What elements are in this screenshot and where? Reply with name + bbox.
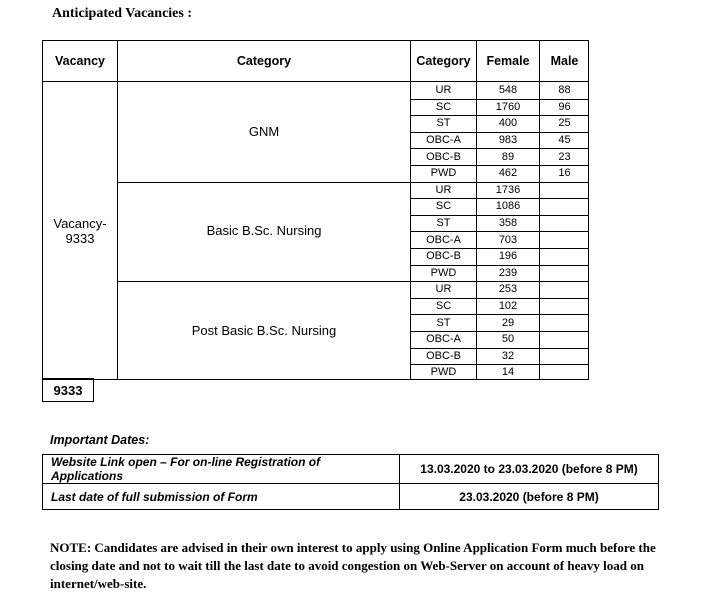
male-count: [540, 198, 589, 215]
important-dates-table: [42, 454, 659, 510]
male-count: 45: [558, 134, 571, 147]
female-count: 462: [498, 167, 518, 180]
male-count: [540, 364, 589, 381]
female-count: 89: [501, 150, 515, 163]
male-count: 16: [558, 167, 571, 180]
vacancy-cell-line: Vacancy-: [53, 216, 107, 231]
category-code: SC: [435, 200, 452, 213]
category-code: SC: [435, 300, 452, 313]
male-count: [540, 331, 589, 348]
female-count: 50: [501, 333, 515, 346]
vacancy-table: [42, 40, 589, 380]
female-count: 196: [498, 250, 518, 263]
category-code: OBC-A: [426, 134, 461, 147]
male-count: 25: [558, 117, 571, 130]
dates-row: [43, 455, 659, 484]
total-vacancies: 9333: [42, 378, 94, 402]
female-count: 14: [501, 366, 515, 379]
male-count: [540, 215, 589, 232]
male-count: [540, 265, 589, 282]
header-female: Female: [486, 54, 530, 68]
dates-row: [43, 484, 659, 510]
dates-row-value: 13.03.2020 to 23.03.2020 (before 8 PM): [400, 455, 659, 484]
female-count: 239: [498, 266, 518, 279]
header-category: Category: [236, 54, 292, 68]
female-count: 1760: [495, 100, 521, 113]
category-code: UR: [435, 84, 452, 97]
program-name: Basic B.Sc. Nursing: [206, 223, 322, 239]
female-count: 1736: [495, 183, 521, 196]
important-dates-title: Important Dates:: [50, 433, 150, 447]
category-code: UR: [435, 283, 452, 296]
category-code: PWD: [430, 266, 457, 279]
category-code: OBC-A: [426, 233, 461, 246]
female-count: 983: [498, 134, 518, 147]
male-count: [540, 348, 589, 365]
female-count: 703: [498, 233, 518, 246]
male-count: [540, 182, 589, 199]
category-code: OBC-A: [426, 333, 461, 346]
male-count: [540, 314, 589, 331]
program-name: GNM: [248, 123, 280, 139]
category-code: OBC-B: [426, 250, 461, 263]
male-count: [540, 248, 589, 265]
category-code: ST: [436, 217, 451, 230]
vacancy-cell-count: 9333: [65, 231, 95, 246]
program-name: Post Basic B.Sc. Nursing: [191, 322, 337, 338]
category-code: OBC-B: [426, 150, 461, 163]
male-count: [540, 281, 589, 298]
category-code: UR: [435, 183, 452, 196]
male-count: 88: [558, 84, 571, 97]
category-code: PWD: [430, 167, 457, 180]
note-text: NOTE: Candidates are advised in their own interest to apply using Online Application Form much before the closing date and not to wait till the last date to avoid congestion on Web-Server on account of heavy load on internet/web-site.: [50, 540, 656, 591]
female-count: 102: [498, 300, 518, 313]
female-count: 253: [498, 283, 518, 296]
category-code: ST: [436, 316, 451, 329]
female-count: 32: [501, 349, 515, 362]
header-category-code: Category: [416, 54, 471, 68]
dates-row-label: Last date of full submission of Form: [43, 484, 400, 510]
category-code: ST: [436, 117, 451, 130]
female-count: 358: [498, 217, 518, 230]
header-vacancy: Vacancy: [54, 54, 106, 68]
header-male: Male: [550, 54, 579, 68]
vacancy-cell: [43, 82, 117, 380]
dates-row-value: 23.03.2020 (before 8 PM): [400, 484, 659, 510]
female-count: 1086: [495, 200, 521, 213]
male-count: [540, 298, 589, 315]
female-count: 400: [498, 117, 518, 130]
dates-row-label: Website Link open – For on-line Registration of Applications: [43, 455, 400, 484]
male-count: 96: [558, 100, 571, 113]
male-count: 23: [558, 150, 571, 163]
male-count: [540, 231, 589, 248]
category-code: SC: [435, 100, 452, 113]
category-code: OBC-B: [426, 349, 461, 362]
category-code: PWD: [430, 366, 457, 379]
female-count: 29: [501, 316, 515, 329]
female-count: 548: [498, 84, 518, 97]
page-heading: Anticipated Vacancies :: [52, 6, 192, 21]
